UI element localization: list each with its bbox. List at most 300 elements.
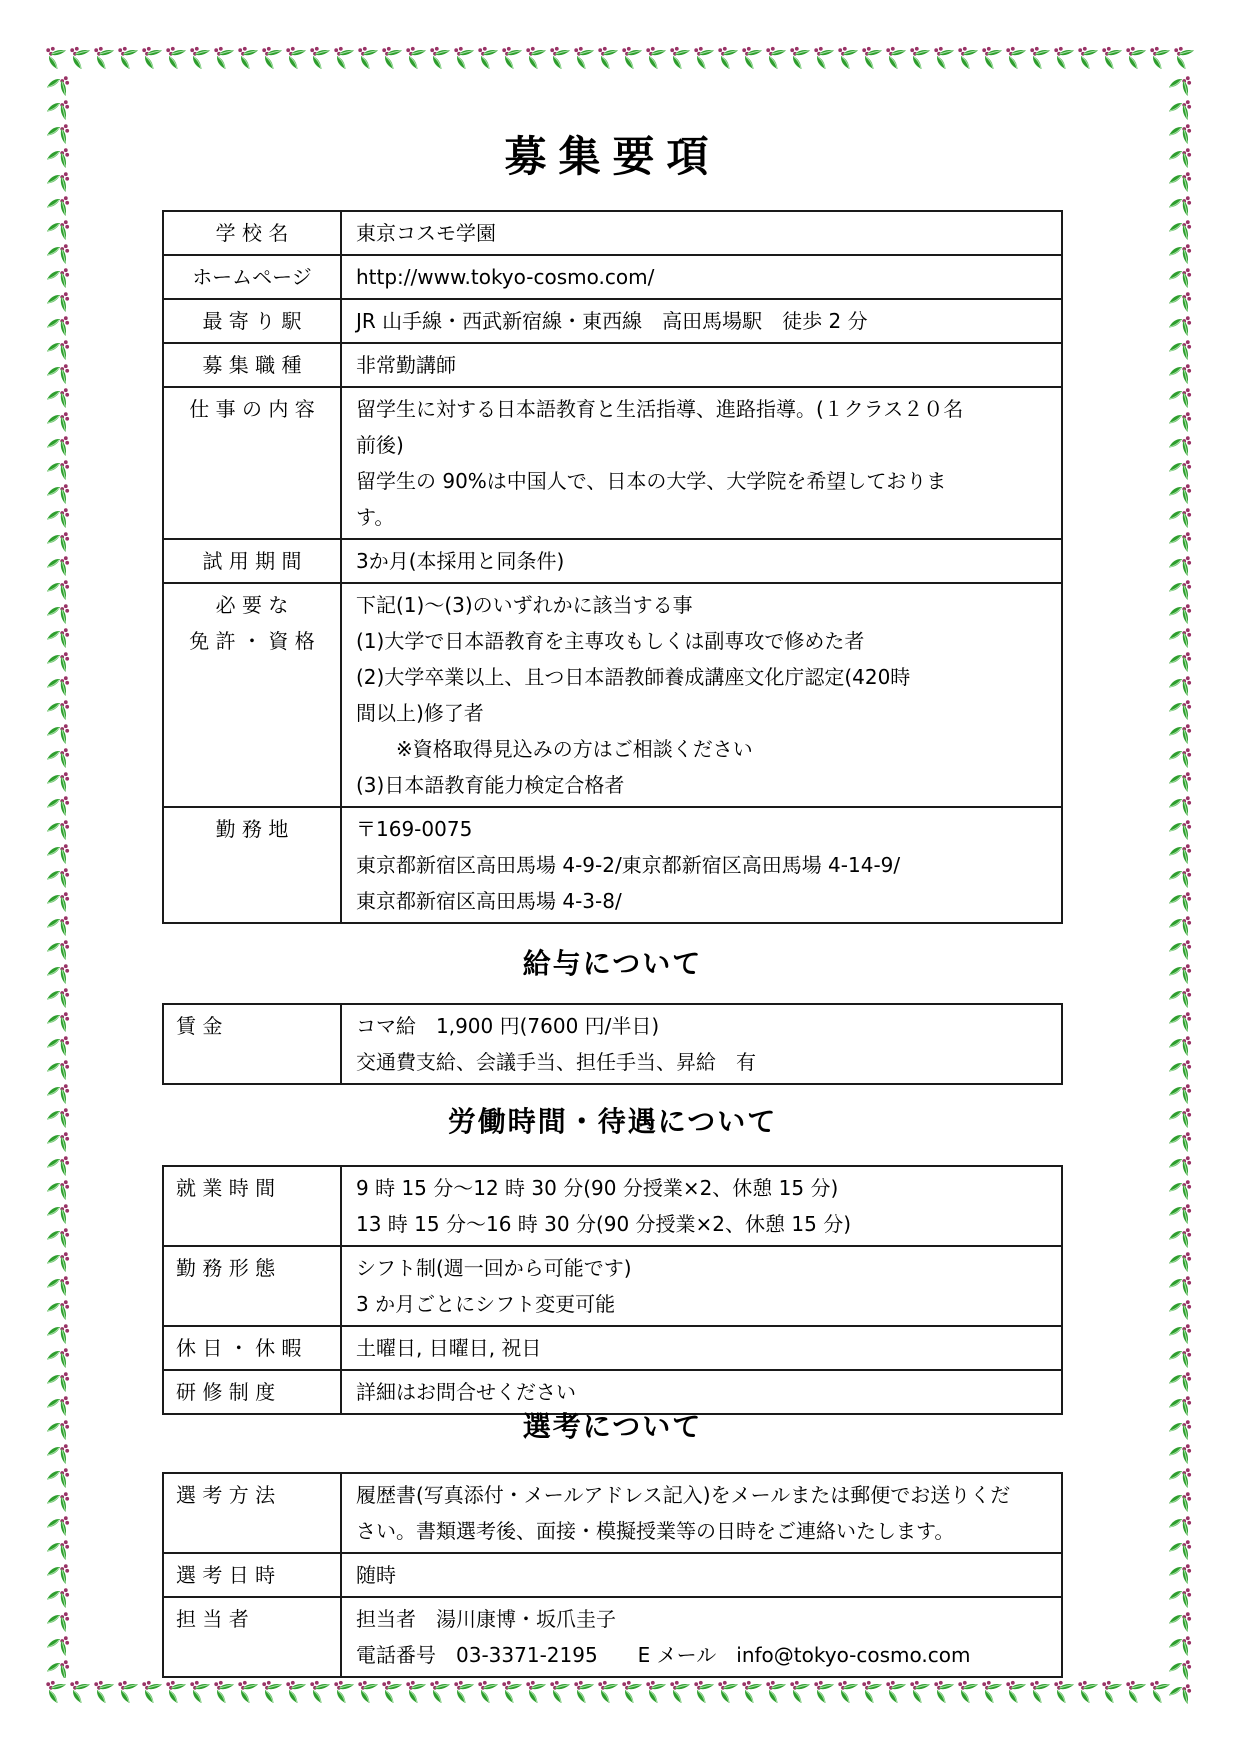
holly-leaf-icon	[1028, 1680, 1052, 1704]
holly-leaf-icon	[308, 1680, 332, 1704]
holly-leaf-icon	[46, 770, 70, 794]
row-label	[164, 1474, 342, 1552]
holly-leaf-icon	[404, 1680, 428, 1704]
row-value	[342, 1327, 1061, 1369]
holly-leaf-icon	[46, 1010, 70, 1034]
holly-leaf-icon	[1028, 46, 1052, 70]
holly-leaf-icon	[1168, 698, 1192, 722]
holly-leaf-icon	[44, 46, 68, 70]
holly-leaf-icon	[1168, 1010, 1192, 1034]
holly-leaf-icon	[428, 46, 452, 70]
holly-leaf-icon	[860, 1680, 884, 1704]
recruitment-table	[162, 210, 1063, 924]
text-line: 13 時 15 分～16 時 30 分(90 分授業×2、休憩 15 分)	[356, 1212, 851, 1236]
holly-leaf-icon	[46, 170, 70, 194]
holly-leaf-icon	[260, 1680, 284, 1704]
holly-leaf-icon	[1168, 866, 1192, 890]
text-line: ホームページ	[192, 265, 312, 289]
holly-leaf-icon	[692, 1680, 716, 1704]
decorative-border-left	[46, 74, 72, 1678]
holly-leaf-icon	[1168, 1202, 1192, 1226]
holly-leaf-icon	[1168, 1106, 1192, 1130]
holly-leaf-icon	[236, 1680, 260, 1704]
holly-leaf-icon	[980, 1680, 1004, 1704]
holly-leaf-icon	[596, 46, 620, 70]
holly-leaf-icon	[46, 1034, 70, 1058]
holly-leaf-icon	[46, 1322, 70, 1346]
holly-leaf-icon	[1168, 722, 1192, 746]
holly-leaf-icon	[1168, 146, 1192, 170]
holly-leaf-icon	[1168, 266, 1192, 290]
text-line: 就 業 時 間	[176, 1176, 276, 1200]
holly-leaf-icon	[46, 962, 70, 986]
holly-leaf-icon	[1168, 1178, 1192, 1202]
holly-leaf-icon	[68, 1680, 92, 1704]
holly-leaf-icon	[1168, 482, 1192, 506]
row-label	[164, 1005, 342, 1083]
holly-leaf-icon	[1168, 1562, 1192, 1586]
holly-leaf-icon	[1124, 1680, 1148, 1704]
row-label	[164, 212, 342, 254]
holly-leaf-icon	[572, 1680, 596, 1704]
holly-leaf-icon	[1168, 770, 1192, 794]
holly-leaf-icon	[46, 1178, 70, 1202]
text-line: 下記(1)～(3)のいずれかに該当する事	[356, 593, 693, 617]
holly-leaf-icon	[46, 362, 70, 386]
row-value	[342, 584, 1061, 806]
holly-leaf-icon	[46, 1466, 70, 1490]
holly-leaf-icon	[524, 46, 548, 70]
holly-leaf-icon	[1168, 650, 1192, 674]
holly-leaf-icon	[1168, 1058, 1192, 1082]
holly-leaf-icon	[92, 1680, 116, 1704]
holly-leaf-icon	[46, 890, 70, 914]
holly-leaf-icon	[46, 1490, 70, 1514]
holly-leaf-icon	[46, 722, 70, 746]
text-line: 担 当 者	[176, 1607, 249, 1631]
holly-leaf-icon	[1168, 1370, 1192, 1394]
holly-leaf-icon	[548, 1680, 572, 1704]
row-label	[164, 1167, 342, 1245]
holly-leaf-icon	[1168, 1538, 1192, 1562]
text-line: 3か月(本採用と同条件)	[356, 549, 565, 573]
holly-leaf-icon	[332, 46, 356, 70]
text-line: 留学生に対する日本語教育と生活指導、進路指導。(１クラス２０名	[356, 397, 964, 421]
text-line: す。	[356, 505, 395, 529]
text-line: 休 日 ・ 休 暇	[176, 1336, 302, 1360]
holly-leaf-icon	[46, 482, 70, 506]
holly-leaf-icon	[1052, 46, 1076, 70]
holly-leaf-icon	[980, 46, 1004, 70]
text-line: 学 校 名	[215, 221, 289, 245]
table-row	[164, 538, 1061, 582]
holly-leaf-icon	[46, 290, 70, 314]
holly-leaf-icon	[1168, 1682, 1192, 1704]
holly-leaf-icon	[836, 46, 860, 70]
holly-leaf-icon	[46, 458, 70, 482]
holly-leaf-icon	[932, 1680, 956, 1704]
table-row	[164, 1596, 1061, 1676]
row-label	[164, 1327, 342, 1369]
table-row	[164, 806, 1061, 922]
holly-leaf-icon	[236, 46, 260, 70]
holly-leaf-icon	[116, 46, 140, 70]
text-line: 研 修 制 度	[176, 1380, 276, 1404]
holly-leaf-icon	[500, 46, 524, 70]
holly-leaf-icon	[68, 46, 92, 70]
holly-leaf-icon	[46, 1394, 70, 1418]
holly-leaf-icon	[46, 1586, 70, 1610]
holly-leaf-icon	[188, 46, 212, 70]
holly-leaf-icon	[46, 938, 70, 962]
row-label	[164, 1554, 342, 1596]
text-line: 履歴書(写真添付・メールアドレス記入)をメールまたは郵便でお送りくだ	[356, 1483, 1011, 1507]
text-line: 勤 務 地	[215, 817, 289, 841]
holly-leaf-icon	[1168, 842, 1192, 866]
table-row	[164, 342, 1061, 386]
holly-leaf-icon	[1168, 98, 1192, 122]
holly-leaf-icon	[836, 1680, 860, 1704]
holly-leaf-icon	[46, 1130, 70, 1154]
holly-leaf-icon	[1168, 986, 1192, 1010]
salary-table	[162, 1003, 1063, 1085]
holly-leaf-icon	[500, 1680, 524, 1704]
holly-leaf-icon	[1168, 410, 1192, 434]
holly-leaf-icon	[212, 46, 236, 70]
text-line: 詳細はお問合せください	[356, 1380, 576, 1404]
holly-leaf-icon	[1100, 46, 1124, 70]
holly-leaf-icon	[1076, 46, 1100, 70]
table-row	[164, 1325, 1061, 1369]
row-value	[342, 1167, 1061, 1245]
holly-leaf-icon	[46, 314, 70, 338]
table-row	[164, 298, 1061, 342]
holly-leaf-icon	[1168, 914, 1192, 938]
holly-leaf-icon	[596, 1680, 620, 1704]
holly-leaf-icon	[548, 46, 572, 70]
holly-leaf-icon	[380, 46, 404, 70]
holly-leaf-icon	[46, 1058, 70, 1082]
holly-leaf-icon	[1168, 530, 1192, 554]
holly-leaf-icon	[46, 122, 70, 146]
table-row	[164, 1245, 1061, 1325]
holly-leaf-icon	[46, 1274, 70, 1298]
holly-leaf-icon	[1168, 242, 1192, 266]
holly-leaf-icon	[46, 578, 70, 602]
holly-leaf-icon	[1168, 938, 1192, 962]
holly-leaf-icon	[572, 46, 596, 70]
holly-leaf-icon	[1100, 1680, 1124, 1704]
holly-leaf-icon	[1168, 1034, 1192, 1058]
table-row	[164, 254, 1061, 298]
holly-leaf-icon	[46, 1082, 70, 1106]
holly-leaf-icon	[1168, 1346, 1192, 1370]
text-line: 〒169-0075	[356, 817, 473, 841]
holly-leaf-icon	[1168, 314, 1192, 338]
table-row	[164, 1167, 1061, 1245]
text-line: 土曜日, 日曜日, 祝日	[356, 1336, 542, 1360]
holly-leaf-icon	[46, 1418, 70, 1442]
holly-leaf-icon	[1004, 1680, 1028, 1704]
holly-leaf-icon	[46, 602, 70, 626]
holly-leaf-icon	[932, 46, 956, 70]
holly-leaf-icon	[92, 46, 116, 70]
holly-leaf-icon	[46, 194, 70, 218]
holly-leaf-icon	[46, 866, 70, 890]
row-value	[342, 808, 1061, 922]
holly-leaf-icon	[46, 1154, 70, 1178]
text-line: 9 時 15 分～12 時 30 分(90 分授業×2、休憩 15 分)	[356, 1176, 839, 1200]
holly-leaf-icon	[46, 242, 70, 266]
holly-leaf-icon	[524, 1680, 548, 1704]
decorative-border-bottom	[44, 1680, 1170, 1706]
holly-leaf-icon	[908, 1680, 932, 1704]
holly-leaf-icon	[668, 46, 692, 70]
holly-leaf-icon	[140, 46, 164, 70]
text-line: 選 考 日 時	[176, 1563, 276, 1587]
holly-leaf-icon	[812, 46, 836, 70]
holly-leaf-icon	[46, 1250, 70, 1274]
holly-leaf-icon	[46, 914, 70, 938]
holly-leaf-icon	[46, 746, 70, 770]
text-line: 留学生の 90%は中国人で、日本の大学、大学院を希望しておりま	[356, 469, 947, 493]
holly-leaf-icon	[46, 650, 70, 674]
holly-leaf-icon	[692, 46, 716, 70]
holly-leaf-icon	[884, 46, 908, 70]
holly-leaf-icon	[1168, 1274, 1192, 1298]
holly-leaf-icon	[1168, 746, 1192, 770]
table-row	[164, 212, 1061, 254]
holly-leaf-icon	[1168, 122, 1192, 146]
text-line: ※資格取得見込みの方はご相談ください	[356, 737, 753, 761]
text-line: 賃 金	[176, 1014, 223, 1038]
row-value	[342, 212, 1061, 254]
holly-leaf-icon	[46, 338, 70, 362]
holly-leaf-icon	[740, 1680, 764, 1704]
holly-leaf-icon	[1168, 434, 1192, 458]
holly-leaf-icon	[1148, 46, 1172, 70]
holly-leaf-icon	[46, 1610, 70, 1634]
text-line: 電話番号 03-3371-2195 E メール info@tokyo-cosmo.com	[356, 1643, 971, 1667]
holly-leaf-icon	[1168, 74, 1192, 98]
holly-leaf-icon	[46, 1346, 70, 1370]
holly-leaf-icon	[46, 434, 70, 458]
text-line: 仕 事 の 内 容	[189, 397, 315, 421]
holly-leaf-icon	[46, 1226, 70, 1250]
text-line: シフト制(週一回から可能です)	[356, 1256, 632, 1280]
holly-leaf-icon	[1172, 46, 1194, 70]
holly-leaf-icon	[46, 1634, 70, 1658]
holly-leaf-icon	[284, 46, 308, 70]
holly-leaf-icon	[1124, 46, 1148, 70]
holly-leaf-icon	[1168, 458, 1192, 482]
salary-section-heading: 給与について	[522, 947, 703, 980]
holly-leaf-icon	[284, 1680, 308, 1704]
holly-leaf-icon	[1168, 1610, 1192, 1634]
holly-leaf-icon	[308, 46, 332, 70]
holly-leaf-icon	[46, 698, 70, 722]
holly-leaf-icon	[716, 46, 740, 70]
holly-leaf-icon	[1168, 794, 1192, 818]
holly-leaf-icon	[476, 46, 500, 70]
holly-leaf-icon	[1168, 674, 1192, 698]
holly-leaf-icon	[908, 46, 932, 70]
holly-leaf-icon	[788, 1680, 812, 1704]
holly-leaf-icon	[1168, 1394, 1192, 1418]
holly-leaf-icon	[356, 46, 380, 70]
text-line: 担当者 湯川康博・坂爪圭子	[356, 1607, 616, 1631]
holly-leaf-icon	[46, 146, 70, 170]
holly-leaf-icon	[46, 530, 70, 554]
holly-leaf-icon	[1168, 1514, 1192, 1538]
holly-leaf-icon	[1168, 170, 1192, 194]
holly-leaf-icon	[1168, 1154, 1192, 1178]
row-label	[164, 1247, 342, 1325]
holly-leaf-icon	[1168, 602, 1192, 626]
holly-leaf-icon	[476, 1680, 500, 1704]
holly-leaf-icon	[46, 218, 70, 242]
text-line: コマ給 1,900 円(7600 円/半日)	[356, 1014, 660, 1038]
holly-leaf-icon	[860, 46, 884, 70]
holly-leaf-icon	[1168, 386, 1192, 410]
holly-leaf-icon	[764, 1680, 788, 1704]
holly-leaf-icon	[1168, 1634, 1192, 1658]
holly-leaf-icon	[212, 1680, 236, 1704]
holly-leaf-icon	[1168, 818, 1192, 842]
holly-leaf-icon	[404, 46, 428, 70]
holly-leaf-icon	[1168, 1226, 1192, 1250]
holly-leaf-icon	[620, 1680, 644, 1704]
holly-leaf-icon	[116, 1680, 140, 1704]
holly-leaf-icon	[1168, 290, 1192, 314]
row-label	[164, 300, 342, 342]
text-line: 前後)	[356, 433, 404, 457]
holly-leaf-icon	[46, 410, 70, 434]
holly-leaf-icon	[1168, 1418, 1192, 1442]
holly-leaf-icon	[1168, 1130, 1192, 1154]
holly-leaf-icon	[452, 46, 476, 70]
text-line: 東京都新宿区高田馬場 4-9-2/東京都新宿区高田馬場 4-14-9/	[356, 853, 901, 877]
text-line: (2)大学卒業以上、且つ日本語教師養成講座文化庁認定(420時	[356, 665, 911, 689]
row-value	[342, 1554, 1061, 1596]
holly-leaf-icon	[1168, 962, 1192, 986]
holly-leaf-icon	[668, 1680, 692, 1704]
row-value	[342, 344, 1061, 386]
holly-leaf-icon	[1168, 1586, 1192, 1610]
holly-leaf-icon	[46, 1202, 70, 1226]
holly-leaf-icon	[44, 1680, 68, 1704]
text-line: 募 集 職 種	[202, 353, 302, 377]
holly-leaf-icon	[1168, 1250, 1192, 1274]
row-value	[342, 256, 1061, 298]
holly-leaf-icon	[1004, 46, 1028, 70]
row-label	[164, 808, 342, 922]
holly-leaf-icon	[620, 46, 644, 70]
holly-leaf-icon	[452, 1680, 476, 1704]
holly-leaf-icon	[716, 1680, 740, 1704]
holly-leaf-icon	[1168, 1490, 1192, 1514]
row-value	[342, 1474, 1061, 1552]
holly-leaf-icon	[46, 266, 70, 290]
text-line: http://www.tokyo-cosmo.com/	[356, 265, 655, 289]
holly-leaf-icon	[46, 1106, 70, 1130]
holly-leaf-icon	[140, 1680, 164, 1704]
text-line: JR 山手線・西武新宿線・東西線 高田馬場駅 徒歩 2 分	[356, 309, 868, 333]
holly-leaf-icon	[1168, 1658, 1192, 1682]
table-row	[164, 1474, 1061, 1552]
holly-leaf-icon	[46, 842, 70, 866]
holly-leaf-icon	[1076, 1680, 1100, 1704]
holly-leaf-icon	[46, 1442, 70, 1466]
holly-leaf-icon	[46, 986, 70, 1010]
holly-leaf-icon	[1168, 1466, 1192, 1490]
page-title: 募集要項	[504, 132, 721, 181]
holly-leaf-icon	[46, 1514, 70, 1538]
table-row	[164, 582, 1061, 806]
holly-leaf-icon	[884, 1680, 908, 1704]
row-label	[164, 256, 342, 298]
text-line: 選 考 方 法	[176, 1483, 276, 1507]
working-table	[162, 1165, 1063, 1415]
holly-leaf-icon	[428, 1680, 452, 1704]
row-value	[342, 1247, 1061, 1325]
holly-leaf-icon	[46, 794, 70, 818]
row-value	[342, 388, 1061, 538]
holly-leaf-icon	[46, 1658, 70, 1678]
holly-leaf-icon	[332, 1680, 356, 1704]
holly-leaf-icon	[46, 506, 70, 530]
text-line: 免 許 ・ 資 格	[189, 629, 315, 653]
text-line: 東京都新宿区高田馬場 4-3-8/	[356, 889, 622, 913]
text-line: 随時	[356, 1563, 396, 1587]
text-line: 試 用 期 間	[202, 549, 302, 573]
holly-leaf-icon	[1168, 1442, 1192, 1466]
holly-leaf-icon	[1148, 1680, 1170, 1704]
holly-leaf-icon	[46, 1538, 70, 1562]
holly-leaf-icon	[188, 1680, 212, 1704]
holly-leaf-icon	[46, 674, 70, 698]
holly-leaf-icon	[356, 1680, 380, 1704]
working-section-heading: 労働時間・待遇について	[447, 1105, 778, 1138]
text-line: 東京コスモ学園	[356, 221, 496, 245]
text-line: 勤 務 形 態	[176, 1256, 276, 1280]
row-label	[164, 540, 342, 582]
holly-leaf-icon	[740, 46, 764, 70]
holly-leaf-icon	[1168, 1082, 1192, 1106]
holly-leaf-icon	[644, 1680, 668, 1704]
holly-leaf-icon	[164, 46, 188, 70]
row-label	[164, 584, 342, 806]
holly-leaf-icon	[1052, 1680, 1076, 1704]
holly-leaf-icon	[1168, 626, 1192, 650]
table-row	[164, 1552, 1061, 1596]
holly-leaf-icon	[260, 46, 284, 70]
holly-leaf-icon	[1168, 578, 1192, 602]
text-line: さい。書類選考後、面接・模擬授業等の日時をご連絡いたします。	[356, 1519, 955, 1543]
row-label	[164, 1598, 342, 1676]
holly-leaf-icon	[812, 1680, 836, 1704]
holly-leaf-icon	[46, 386, 70, 410]
holly-leaf-icon	[46, 818, 70, 842]
table-row	[164, 1005, 1061, 1083]
text-line: 非常勤講師	[356, 353, 456, 377]
holly-leaf-icon	[46, 554, 70, 578]
row-value	[342, 540, 1061, 582]
row-value	[342, 300, 1061, 342]
selection-table	[162, 1472, 1063, 1678]
text-line: 交通費支給、会議手当、担任手当、昇給 有	[356, 1050, 756, 1074]
holly-leaf-icon	[1168, 338, 1192, 362]
